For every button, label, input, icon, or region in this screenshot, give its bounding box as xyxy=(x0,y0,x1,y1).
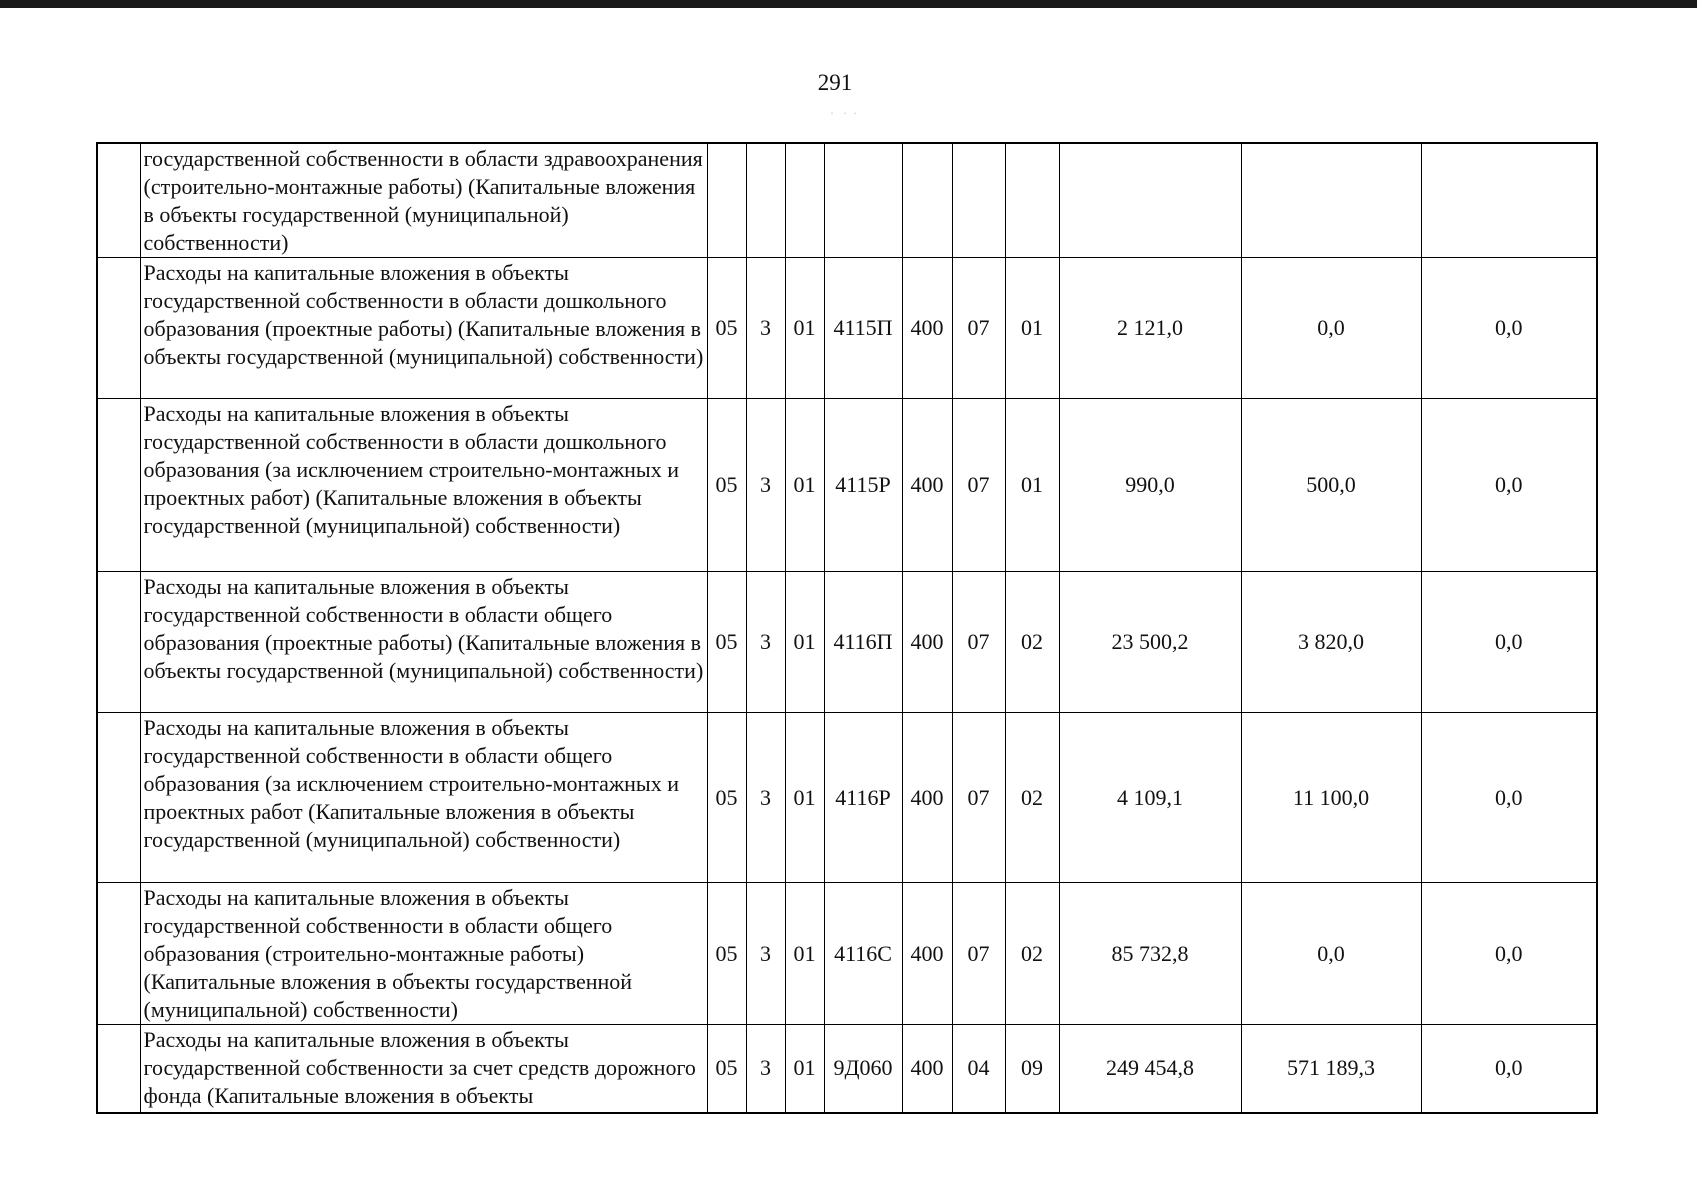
code-c2-cell: 3 xyxy=(746,572,785,713)
code-c3-cell: 01 xyxy=(785,1025,824,1113)
amount-v3-cell: 0,0 xyxy=(1421,713,1597,883)
code-c5-cell xyxy=(902,143,952,258)
amount-v3-cell: 0,0 xyxy=(1421,883,1597,1025)
amount-v1-cell xyxy=(1059,143,1241,258)
code-c2-cell: 3 xyxy=(746,713,785,883)
table-row xyxy=(97,1025,1597,1113)
code-c1-cell: 05 xyxy=(707,713,746,883)
amount-v2-cell: 3 820,0 xyxy=(1241,572,1421,713)
code-c3-cell xyxy=(785,143,824,258)
amount-v1-cell: 2 121,0 xyxy=(1059,258,1241,399)
row-index-cell xyxy=(97,399,140,572)
code-c3-cell: 01 xyxy=(785,258,824,399)
code-c4-cell: 4116П xyxy=(824,572,902,713)
amount-v1-cell: 4 109,1 xyxy=(1059,713,1241,883)
code-c7-cell: 09 xyxy=(1005,1025,1059,1113)
code-c2-cell xyxy=(746,143,785,258)
table-row xyxy=(97,258,1597,399)
budget-table xyxy=(96,142,1598,1114)
row-index-cell xyxy=(97,1025,140,1113)
code-c6-cell: 04 xyxy=(952,1025,1005,1113)
table-row xyxy=(97,572,1597,713)
row-description: Расходы на капитальные вложения в объекты государственной собственности в области дошкольного образования (проектные работы) (Капитальные вложения в объекты государственной (муниципальной) собственности) xyxy=(140,258,707,399)
table-row xyxy=(97,883,1597,1025)
amount-v3-cell: 0,0 xyxy=(1421,1025,1597,1113)
code-c2-cell: 3 xyxy=(746,258,785,399)
code-c4-cell: 4115П xyxy=(824,258,902,399)
amount-v1-cell: 85 732,8 xyxy=(1059,883,1241,1025)
code-c3-cell: 01 xyxy=(785,399,824,572)
amount-v2-cell: 571 189,3 xyxy=(1241,1025,1421,1113)
row-description: государственной собственности в области здравоохранения (строительно-монтажные работы) (Капитальные вложения в объекты государственной (муниципальной) собственности) xyxy=(140,143,707,258)
row-description: Расходы на капитальные вложения в объекты государственной собственности в области общего образования (строительно-монтажные работы) (Капитальные вложения в объекты государственной (муниципальной) собственности) xyxy=(140,883,707,1025)
code-c6-cell: 07 xyxy=(952,572,1005,713)
table-row xyxy=(97,143,1597,258)
code-c4-cell xyxy=(824,143,902,258)
code-c3-cell: 01 xyxy=(785,713,824,883)
code-c4-cell: 4116С xyxy=(824,883,902,1025)
amount-v1-cell: 23 500,2 xyxy=(1059,572,1241,713)
row-index-cell xyxy=(97,572,140,713)
amount-v3-cell: 0,0 xyxy=(1421,399,1597,572)
code-c4-cell: 4116Р xyxy=(824,713,902,883)
code-c6-cell: 07 xyxy=(952,258,1005,399)
code-c6-cell: 07 xyxy=(952,713,1005,883)
code-c5-cell: 400 xyxy=(902,572,952,713)
row-index-cell xyxy=(97,883,140,1025)
code-c7-cell: 01 xyxy=(1005,258,1059,399)
code-c5-cell: 400 xyxy=(902,1025,952,1113)
code-c1-cell: 05 xyxy=(707,883,746,1025)
code-c2-cell: 3 xyxy=(746,399,785,572)
amount-v3-cell xyxy=(1421,143,1597,258)
code-c1-cell: 05 xyxy=(707,572,746,713)
row-description: Расходы на капитальные вложения в объекты государственной собственности за счет средств дорожного фонда (Капитальные вложения в объекты xyxy=(140,1025,707,1113)
code-c2-cell: 3 xyxy=(746,883,785,1025)
code-c6-cell: 07 xyxy=(952,883,1005,1025)
page-number: 291 xyxy=(817,70,853,95)
amount-v1-cell: 990,0 xyxy=(1059,399,1241,572)
amount-v1-cell: 249 454,8 xyxy=(1059,1025,1241,1113)
code-c6-cell xyxy=(952,143,1005,258)
code-c4-cell: 9Д060 xyxy=(824,1025,902,1113)
amount-v3-cell: 0,0 xyxy=(1421,572,1597,713)
code-c7-cell: 02 xyxy=(1005,572,1059,713)
code-c7-cell xyxy=(1005,143,1059,258)
table-row xyxy=(97,399,1597,572)
code-c5-cell: 400 xyxy=(902,258,952,399)
code-c3-cell: 01 xyxy=(785,883,824,1025)
code-c3-cell: 01 xyxy=(785,572,824,713)
amount-v2-cell: 0,0 xyxy=(1241,258,1421,399)
scan-speck: · · · xyxy=(830,106,857,120)
amount-v2-cell: 500,0 xyxy=(1241,399,1421,572)
amount-v3-cell: 0,0 xyxy=(1421,258,1597,399)
code-c4-cell: 4115Р xyxy=(824,399,902,572)
code-c1-cell: 05 xyxy=(707,1025,746,1113)
row-description: Расходы на капитальные вложения в объекты государственной собственности в области дошкольного образования (за исключением строительно-монтажных и проектных работ) (Капитальные вложения в объекты государственной (муниципальной) собственности) xyxy=(140,399,707,572)
amount-v2-cell: 0,0 xyxy=(1241,883,1421,1025)
code-c5-cell: 400 xyxy=(902,883,952,1025)
code-c1-cell xyxy=(707,143,746,258)
code-c1-cell: 05 xyxy=(707,258,746,399)
row-index-cell xyxy=(97,713,140,883)
table-row xyxy=(97,713,1597,883)
row-description: Расходы на капитальные вложения в объекты государственной собственности в области общего образования (проектные работы) (Капитальные вложения в объекты государственной (муниципальной) собственности) xyxy=(140,572,707,713)
amount-v2-cell: 11 100,0 xyxy=(1241,713,1421,883)
code-c7-cell: 02 xyxy=(1005,713,1059,883)
amount-v2-cell xyxy=(1241,143,1421,258)
row-index-cell xyxy=(97,258,140,399)
code-c5-cell: 400 xyxy=(902,399,952,572)
code-c6-cell: 07 xyxy=(952,399,1005,572)
code-c1-cell: 05 xyxy=(707,399,746,572)
scan-top-border xyxy=(0,0,1697,8)
row-index-cell xyxy=(97,143,140,258)
code-c5-cell: 400 xyxy=(902,713,952,883)
row-description: Расходы на капитальные вложения в объекты государственной собственности в области общего образования (за исключением строительно-монтажных и проектных работ (Капитальные вложения в объекты государственной (муниципальной) собственности) xyxy=(140,713,707,883)
code-c2-cell: 3 xyxy=(746,1025,785,1113)
code-c7-cell: 02 xyxy=(1005,883,1059,1025)
code-c7-cell: 01 xyxy=(1005,399,1059,572)
